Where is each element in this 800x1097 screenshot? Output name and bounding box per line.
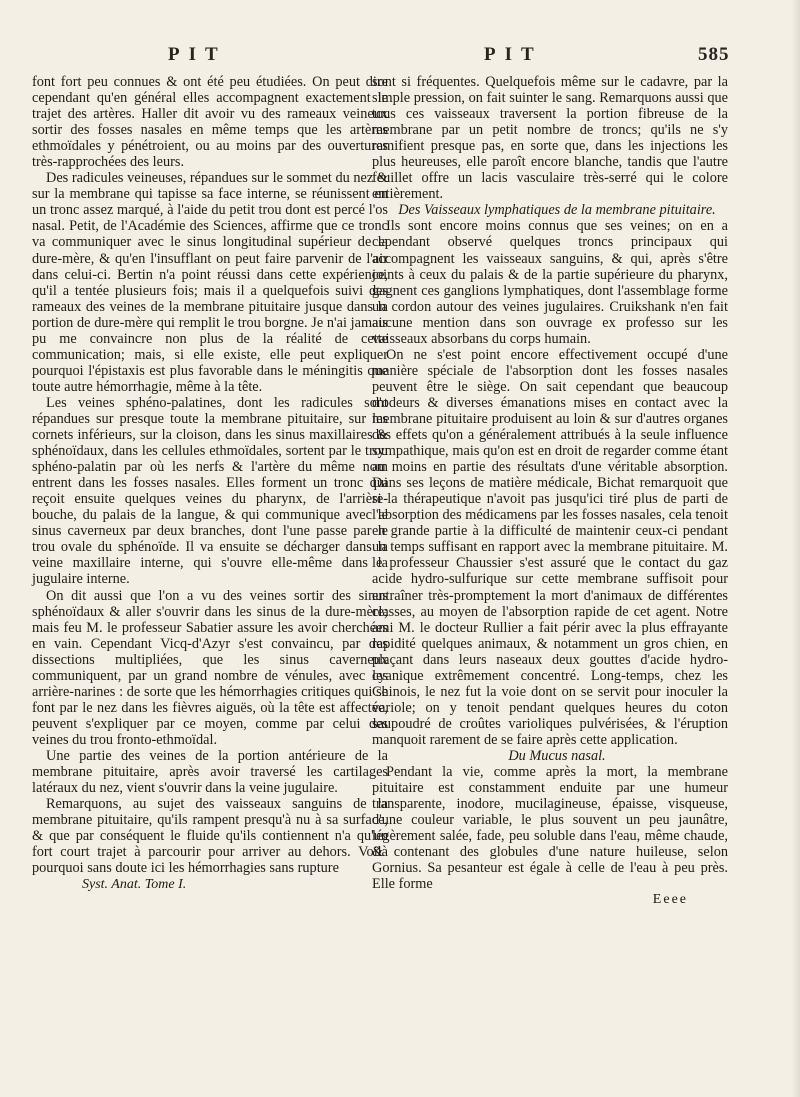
paragraph: Des radicules veineuses, répandues sur le sommet du nez & sur la membrane qui tapisse sa face interne, se réunissent en un tronc assez marqué, à l'aide du petit trou dont est percé l'os nasal. Petit, de l'Académie des Sciences, affirme que ce tronc va communiquer avec le sinus longitudinal supérieur de la dure-mère, & qu'en l'insufflant on peut faire parvenir de l'air dans celui-ci. Bertin n'a point réussi dans cette expérience, qu'il a tentée plusieurs fois; mais il a quelquefois suivi des rameaux des veines de la membrane pituitaire jusque dans la portion de dure-mère qui remplit le trou borgne. Je n'ai jamais pu me convaincre non plus de la réalité de cette communication; mais, si elle existe, elle peut expliquer pourquoi l'épistaxis est plus favorable dans le méningitis que toute autre hémorrhagie, même à la tête. (32, 170, 388, 395)
paragraph: On dit aussi que l'on a vu des veines sortir des sinus sphénoïdaux & aller s'ouvrir dans les sinus de la dure-mère; mais feu M. le professeur Sabatier assure les avoir cherchées en vain. Cependant Vicq-d'Azyr s'est convaincu, par des dissections multipliées, que les sinus caverneux communiquent, par un grand nombre de vénules, avec les arrière-narines : de sorte que les hémorrhagies critiques qui se font par le nez dans les fièvres aiguës, où la tête est affectée, peuvent s'expliquer par ce moyen, comme par celui des veines du trou fronto-ethmoïdal. (32, 587, 388, 748)
left-column (32, 74, 388, 893)
paragraph: Pendant la vie, comme après la mort, la membrane pituitaire est constamment enduite par une humeur transparente, inodore, mucilagineuse, épaisse, visqueuse, d'une couleur variable, le plus souvent un peu jaunâtre, légèrement salée, fade, peu soluble dans l'eau, même chaude, & contenant des globules d'une nature huileuse, selon Gornius. Sa pesanteur est égale à celle de l'eau à peu près. Elle forme (372, 764, 728, 893)
paragraph: sont si fréquentes. Quelquefois même sur le cadavre, par la simple pression, on fait suinter le sang. Remarquons aussi que tous ces vaisseaux traversent la portion fibreuse de la membrane par un petit nombre de troncs; qu'ils ne s'y ramifient presque pas, en sorte que, dans les injections les plus heureuses, elle paroît encore blanche, tandis que l'autre feuillet offre un lacis vasculaire très-serré qui le colore entièrement. (372, 74, 728, 203)
signature-mark: Eeee (652, 892, 688, 908)
paragraph: Ils sont encore moins connus que ses veines; on en a cependant observé quelques troncs principaux qui accompagnent les vaisseaux sanguins, & qui, après s'être joints à ceux du palais & de la partie supérieure du pharynx, gagnent ces ganglions lymphatiques, dont l'assemblage forme un cordon autour des veines jugulaires. Cruikshank n'en fait aucune mention dans son ouvrage ex professo sur les vaisseaux absorbans du corps humain. (372, 218, 728, 347)
running-head-left: PIT (168, 44, 227, 65)
page-edge-shadow (792, 0, 800, 1097)
section-heading: Du Mucus nasal. (508, 747, 606, 764)
paragraph: font fort peu connues & ont été peu étudiées. On peut dire cependant qu'en général elles accompagnent exactement le trajet des artères. Haller dit avoir vu des rameaux veineux sortir des fosses nasales en même temps que les artères ethmoïdales y pénétroient, ou au moins par des ouvertures très-rapprochées des leurs. (32, 74, 388, 171)
right-column (372, 74, 728, 908)
paragraph: On ne s'est point encore effectivement occupé d'une manière spéciale de l'absorption dont les fosses nasales peuvent être le siège. On sait cependant que beaucoup d'odeurs & diverses émanations mises en contact avec la membrane pituitaire produisent au loin & sur d'autres organes des effets qu'on a généralement attribués à la seule influence sympathique, mais qu'on est en droit de regarder comme étant au moins en partie des résultats d'une véritable absorption. Dans ses leçons de matière médicale, Bichat remarquoit que si la thérapeutique n'avoit pas jusqu'ici tiré plus de parti de l'absorption des médicamens par les fosses nasales, cela tenoit en grande partie à la difficulté de maintenir ceux-ci pendant un temps suffisant en rapport avec la membrane pituitaire. M. le professeur Chaussier s'est assuré que le contact du gaz acide hydro-sulfurique sur cette membrane suffisoit pour entraîner très-promptement la mort d'animaux de différentes classes, au moyen de l'absorption rapide de cet agent. Notre ami M. le docteur Rullier a fait périr avec la plus effrayante rapidité quelques animaux, & notamment un gros chien, en plaçant dans leurs naseaux deux gouttes d'acide hydro-cyanique extrêmement concentré. Long-temps, chez les Chinois, le nez fut la voie dont on se servit pour inoculer la variole; on y tenoit pendant quelques heures du coton saupoudré de croûtes varioliques pulvérisées, & l'éruption manquoit rarement de se faire après cette application. (372, 346, 728, 748)
page-number: 585 (698, 44, 730, 65)
section-heading: Des Vaisseaux lymphatiques de la membrane pituitaire. (398, 202, 716, 219)
paragraph: Une partie des veines de la portion antérieure de la membrane pituitaire, après avoir traversé les cartilages latéraux du nez, vient s'ouvrir dans la veine jugulaire. (32, 747, 388, 797)
signature-mark: Syst. Anat. Tome I. (82, 877, 187, 893)
paragraph: Les veines sphéno-palatines, dont les radicules sont répandues sur presque toute la membrane pituitaire, sur les cornets inférieurs, sur la cloison, dans les sinus maxillaires & sphénoïdaux, dans les cellules ethmoïdales, sortent par le trou sphéno-palatin par où les nerfs & l'artère du même nom entrent dans les fosses nasales. Elles forment un tronc qui reçoit ensuite quelques veines du pharynx, de l'arrière-bouche, du palais de la langue, & qui communique avec le sinus caverneux par deux branches, dont l'une passe par le trou ovale du sphénoïde. Il va ensuite se décharger dans la veine maxillaire interne, qui s'ouvre elle-même dans la jugulaire interne. (32, 394, 388, 588)
paragraph: Remarquons, au sujet des vaisseaux sanguins de la membrane pituitaire, qu'ils rampent presqu'à nu à sa surface, & que par conséquent le fluide qu'ils contiennent n'a qu'un fort court trajet à parcourir pour arriver au dehors. Voilà pourquoi sans doute ici les hémorrhagies sans rupture (32, 796, 388, 877)
running-head-right: PIT (484, 44, 543, 65)
